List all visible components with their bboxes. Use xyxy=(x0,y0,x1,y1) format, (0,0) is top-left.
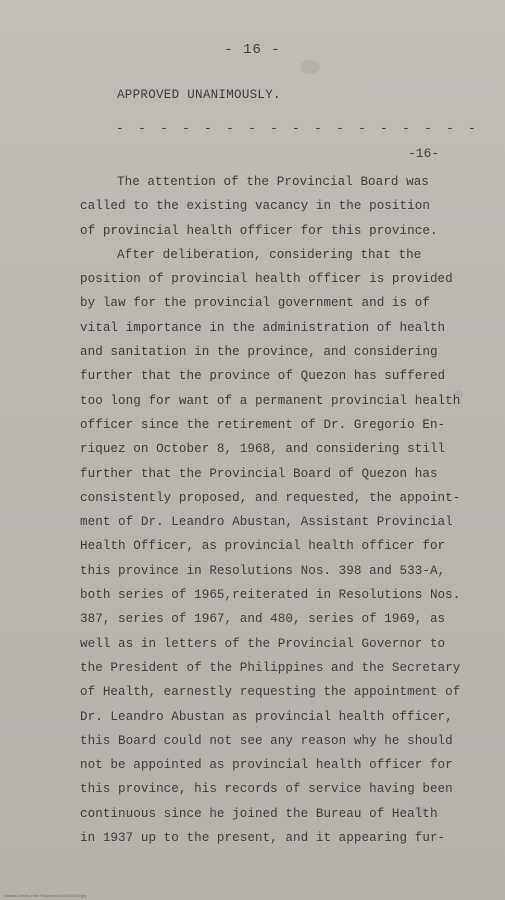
approved-heading: APPROVED UNANIMOUSLY. xyxy=(117,88,281,102)
text-line: called to the existing vacancy in the position xyxy=(80,199,430,214)
text-line: the President of the Philippines and the Secretary xyxy=(80,660,461,675)
text-line: Dr. Leandro Abustan as provincial health officer, xyxy=(80,709,453,724)
text-line: continuous since he joined the Bureau of Health xyxy=(80,806,438,821)
text-line: by law for the provincial government and is of xyxy=(80,296,430,311)
page-number: - 16 - xyxy=(224,42,281,58)
text-line: of provincial health officer for this province. xyxy=(80,223,438,238)
text-line: further that the Provincial Board of Quezon has xyxy=(80,466,438,481)
archive-footer: National Library of the Philippines 00000000000.jpg xyxy=(4,894,87,898)
paper-stain xyxy=(300,60,320,74)
separator-line: - - - - - - - - - - - - - - - - - xyxy=(116,121,480,136)
text-line: too long for want of a permanent provincial health xyxy=(80,393,461,408)
text-line: The attention of the Provincial Board was xyxy=(117,175,429,189)
text-line: riquez on October 8, 1968, and considering still xyxy=(80,442,446,457)
text-line: consistently proposed, and requested, the appoint- xyxy=(80,490,461,505)
text-line: officer since the retirement of Dr. Gregorio En- xyxy=(80,417,446,432)
text-line: Health Officer, as provincial health officer for xyxy=(80,539,446,554)
text-line: ment of Dr. Leandro Abustan, Assistant Provincial xyxy=(80,515,453,530)
text-line: 387, series of 1967, and 480, series of 1969, as xyxy=(80,612,446,627)
body-text xyxy=(80,170,460,850)
text-line: of Health, earnestly requesting the appointment of xyxy=(80,685,461,700)
text-line: both series of 1965,reiterated in Resolutions Nos. xyxy=(80,588,461,603)
text-line: in 1937 up to the present, and it appearing fur- xyxy=(80,831,446,846)
text-line: further that the province of Quezon has suffered xyxy=(80,369,446,384)
text-line: not be appointed as provincial health officer for xyxy=(80,758,453,773)
text-line: and sanitation in the province, and considering xyxy=(80,345,438,360)
text-line: this province in Resolutions Nos. 398 and 533-A, xyxy=(80,563,446,578)
text-line: position of provincial health officer is provided xyxy=(80,272,453,287)
text-line: this province, his records of service having been xyxy=(80,782,453,797)
text-line: well as in letters of the Provincial Governor to xyxy=(80,636,446,651)
sub-page-number: -16- xyxy=(408,146,440,161)
text-line: this Board could not see any reason why he should xyxy=(80,733,453,748)
text-line: After deliberation, considering that the xyxy=(117,247,422,262)
text-line: vital importance in the administration of health xyxy=(80,320,446,335)
